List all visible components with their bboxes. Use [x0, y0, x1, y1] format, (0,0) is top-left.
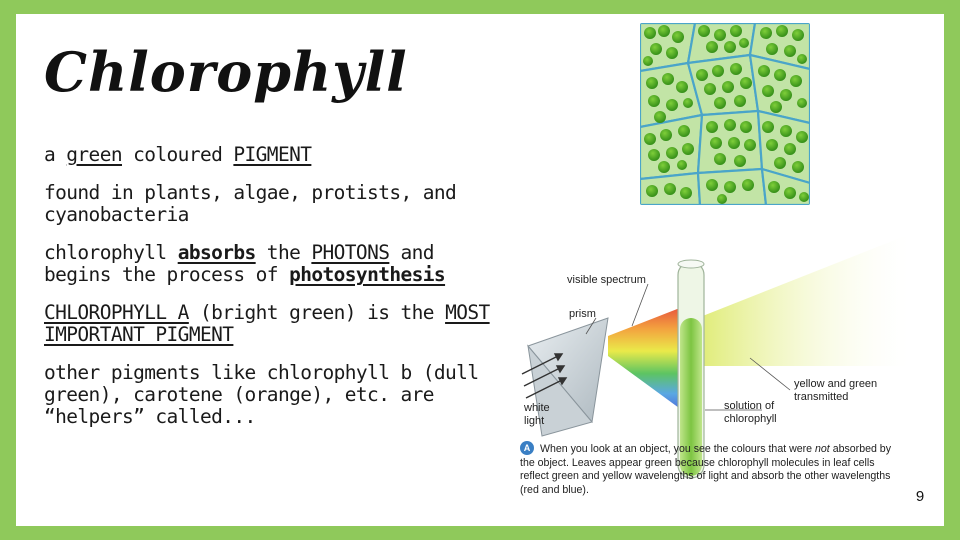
- label-solution-line1: solution of: [724, 400, 775, 412]
- bullet-2: found in plants, algae, protists, and cyanobacteria: [44, 181, 457, 226]
- bullet-3-text-a: chlorophyll: [44, 241, 178, 264]
- label-visible-spectrum: visible spectrum: [567, 274, 646, 286]
- label-yellow-green-transmitted: [794, 378, 877, 404]
- bullet-1-text-a: a: [44, 143, 67, 166]
- bullet-1-text-b: coloured: [121, 143, 234, 166]
- label-transmitted-line1: yellow and green: [794, 378, 878, 390]
- bullet-1: [44, 144, 504, 166]
- page-number: 9: [915, 488, 925, 505]
- caption-text-b: absorbed by the object. Leaves appear green because chlorophyll molecules in leaf cells reflect green and yellow wavelengths of light and absorb the other wavelengths (red and blue).: [520, 443, 892, 496]
- bullet-4: [44, 302, 504, 346]
- bullet-3-word-photosynthesis: photosynthesis: [289, 263, 446, 286]
- bullet-4-word-most-important: MOST IMPORTANT PIGMENT: [44, 301, 490, 346]
- slide-body: [44, 144, 504, 444]
- bullet-1-word-green: green: [66, 143, 122, 166]
- slide-title: Chlorophyll: [44, 40, 408, 104]
- caption-text-not: not: [815, 443, 830, 455]
- figure-caption: [520, 441, 900, 497]
- chloroplast-cells-image: [640, 23, 810, 205]
- label-solution-of-chlorophyll: [724, 400, 777, 426]
- caption-text-a: When you look at an object, you see the colours that were: [540, 443, 816, 455]
- bullet-3-text-c: and begins the process of: [44, 241, 434, 286]
- label-solution-line2: chlorophyll: [724, 413, 777, 425]
- bullet-3-word-absorbs: absorbs: [177, 241, 256, 264]
- bullet-1-word-pigment: PIGMENT: [233, 143, 312, 166]
- bullet-3-text-b: the: [255, 241, 312, 264]
- bullet-3: [44, 242, 504, 286]
- bullet-4-word-chlorophyll-a: CHLOROPHYLL A: [44, 301, 189, 324]
- label-white-light-line2: light: [524, 415, 545, 427]
- bullet-5: other pigments like chlorophyll b (dull green), carotene (orange), etc. are “helpers” called...: [44, 361, 479, 428]
- bullet-3-word-photons: PHOTONS: [311, 241, 390, 264]
- caption-badge: A: [520, 441, 534, 455]
- label-prism: prism: [569, 308, 596, 320]
- label-white-light-line1: white: [524, 402, 550, 414]
- label-white-light: [524, 402, 550, 428]
- label-transmitted-line2: transmitted: [794, 391, 849, 403]
- bullet-4-text-a: (bright green) is the: [188, 301, 446, 324]
